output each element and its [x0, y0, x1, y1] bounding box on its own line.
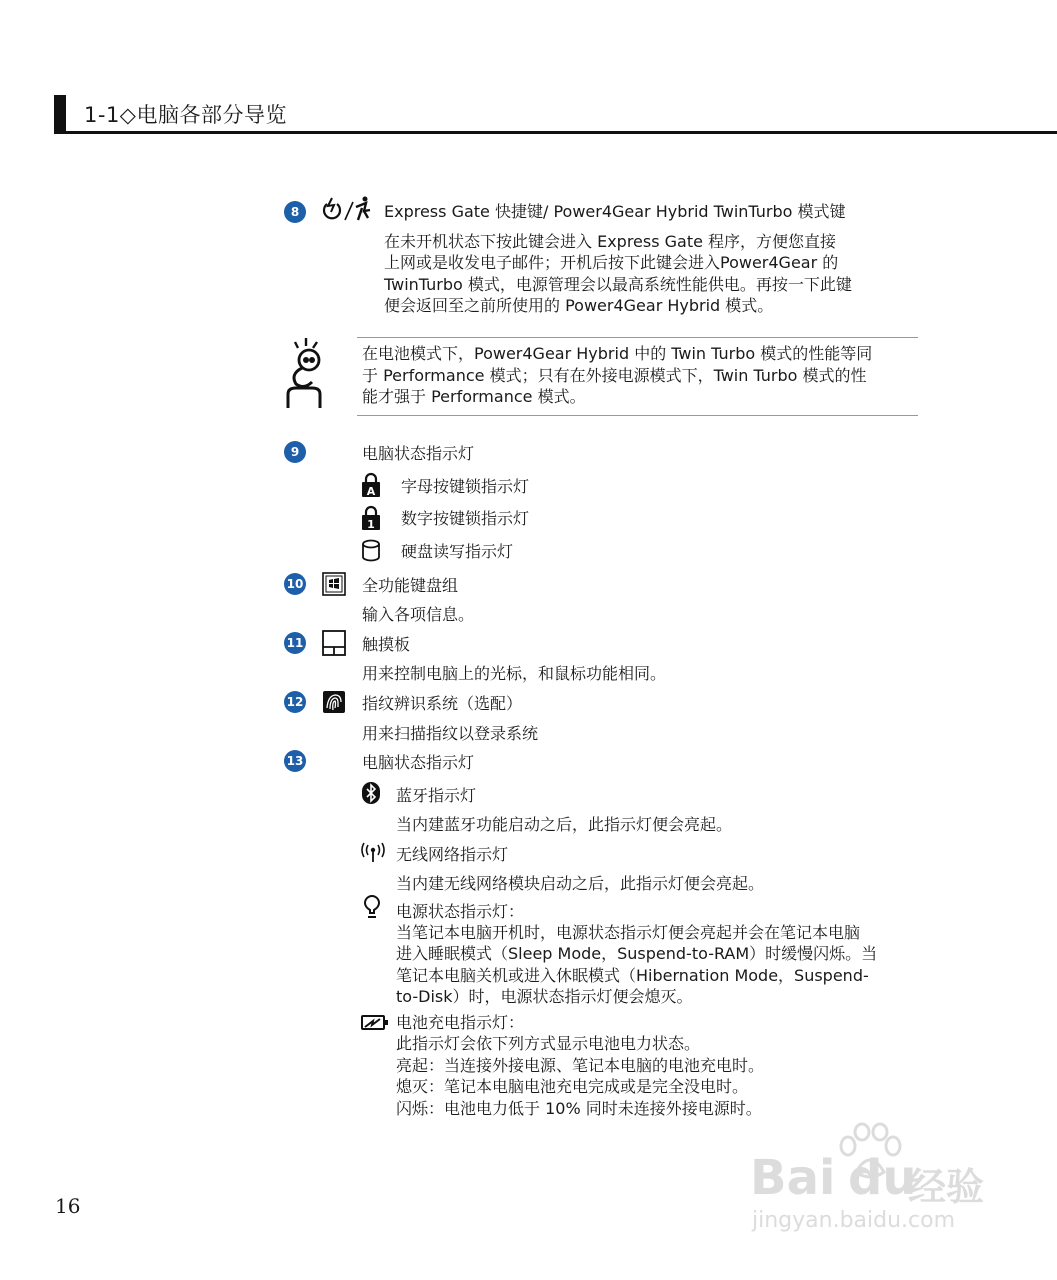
num-lock-label: 数字按键锁指示灯	[401, 509, 530, 528]
battery-line-4: 闪烁：电池电力低于 10% 同时未连接外接电源时。	[396, 1099, 762, 1118]
fingerprint-icon	[322, 690, 346, 714]
bluetooth-label: 蓝牙指示灯	[396, 786, 477, 805]
item-9-badge: 9	[284, 441, 306, 463]
power-line-4: to-Disk）时，电源状态指示灯便会熄灭。	[396, 987, 693, 1006]
item-10-title: 全功能键盘组	[362, 576, 459, 595]
svg-text:1: 1	[367, 518, 375, 531]
page-number: 16	[55, 1194, 81, 1218]
svg-text:A: A	[366, 485, 376, 498]
header-bar	[54, 95, 66, 133]
bluetooth-desc: 当内建蓝牙功能启动之后，此指示灯便会亮起。	[396, 815, 733, 834]
item-10-badge: 10	[284, 573, 306, 595]
battery-line-3: 熄灭：笔记本电脑电池充电完成或是完全没电时。	[396, 1077, 749, 1096]
power-line-1: 当笔记本电脑开机时，电源状态指示灯便会亮起并会在笔记本电脑	[396, 923, 861, 942]
wireless-icon	[361, 842, 385, 864]
header-rule	[54, 131, 1057, 134]
item-12-desc: 用来扫描指纹以登录系统	[362, 724, 539, 743]
hard-disk-label: 硬盘读写指示灯	[401, 542, 514, 561]
item-9-title: 电脑状态指示灯	[362, 444, 475, 463]
item-8-line-4: 便会返回至之前所使用的 Power4Gear Hybrid 模式。	[384, 296, 774, 315]
touchpad-icon	[322, 630, 346, 656]
battery-line-2: 亮起：当连接外接电源、笔记本电脑的电池充电时。	[396, 1056, 765, 1075]
watermark-cn: 经验	[908, 1165, 985, 1209]
battery-line-1: 此指示灯会依下列方式显示电池电力状态。	[396, 1034, 701, 1053]
bluetooth-icon	[361, 781, 381, 805]
power-label: 电源状态指示灯：	[396, 902, 525, 921]
item-11-title: 触摸板	[362, 635, 411, 654]
keyboard-windows-icon	[322, 572, 346, 596]
watermark-url: jingyan.baidu.com	[752, 1208, 956, 1233]
power-line-2: 进入睡眠模式（Sleep Mode，Suspend-to-RAM）时缓慢闪烁。当	[396, 944, 878, 963]
item-11-badge: 11	[284, 632, 306, 654]
caps-lock-icon	[361, 472, 381, 498]
battery-charge-icon	[361, 1014, 389, 1032]
wireless-label: 无线网络指示灯	[396, 845, 509, 864]
note-line-2: 于 Performance 模式；只有在外接电源模式下，Twin Turbo 模式的性	[362, 366, 867, 385]
tip-person-icon	[282, 336, 326, 410]
item-13-title: 电脑状态指示灯	[362, 753, 475, 772]
item-13-badge: 13	[284, 750, 306, 772]
item-8-title: Express Gate 快捷键/ Power4Gear Hybrid TwinTurbo 模式键	[384, 202, 846, 221]
num-lock-icon	[361, 505, 381, 531]
item-10-desc: 输入各项信息。	[362, 605, 475, 624]
item-8-line-3: TwinTurbo 模式，电源管理会以最高系统性能供电。再按一下此键	[384, 275, 852, 294]
watermark-brand: Bai	[750, 1150, 836, 1206]
item-8-line-2: 上网或是收发电子邮件；开机后按下此键会进入Power4Gear 的	[384, 253, 839, 272]
section-title: 1-1◇电脑各部分导览	[84, 103, 287, 127]
item-8-badge: 8	[284, 201, 306, 223]
note-line-1: 在电池模式下，Power4Gear Hybrid 中的 Twin Turbo 模式的性能等同	[362, 344, 873, 363]
item-8-line-1: 在未开机状态下按此键会进入 Express Gate 程序，方便您直接	[384, 232, 837, 251]
power-line-3: 笔记本电脑关机或进入休眠模式（Hibernation Mode，Suspend-	[396, 966, 869, 985]
wireless-desc: 当内建无线网络模块启动之后，此指示灯便会亮起。	[396, 874, 765, 893]
hard-disk-icon	[361, 539, 381, 563]
power-turbo-icon	[320, 194, 372, 224]
item-12-badge: 12	[284, 691, 306, 713]
caps-lock-label: 字母按键锁指示灯	[401, 477, 530, 496]
item-11-desc: 用来控制电脑上的光标，和鼠标功能相同。	[362, 664, 667, 683]
power-bulb-icon	[361, 893, 383, 921]
watermark-brand-2: du	[848, 1150, 917, 1206]
item-12-title: 指纹辨识系统（选配）	[362, 694, 523, 713]
note-line-3: 能才强于 Performance 模式。	[362, 387, 586, 406]
battery-label: 电池充电指示灯：	[396, 1013, 525, 1032]
